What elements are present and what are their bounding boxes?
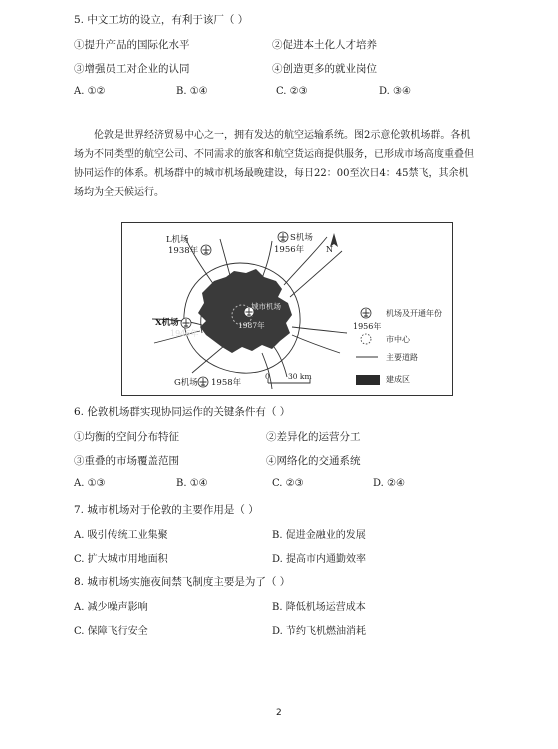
airport-X-symbol <box>181 318 191 328</box>
airport-L-label: L机场 <box>166 235 189 245</box>
airport-S-symbol <box>278 232 288 242</box>
q7-choice-b: B. 促进金融业的发展 <box>272 530 366 541</box>
q5-item-2: ②促进本土化人才培养 <box>272 39 377 51</box>
airport-X-year: 1946年 <box>170 329 199 338</box>
airport-G-year: 1958年 <box>211 378 242 388</box>
passage-line-1: 伦敦是世界经济贸易中心之一，拥有发达的航空运输系统。图2示意伦敦机场群。各机 <box>94 130 471 141</box>
passage-line-2: 场为不同类型的航空公司、不同需求的旅客和航空货运商提供服务，已形成市场高度重叠但 <box>74 149 474 160</box>
page-number: 2 <box>276 708 282 718</box>
airport-S-label: S机场 <box>290 233 313 243</box>
airport-city-label: 城市机场 <box>251 302 281 311</box>
scale-zero-label: 0 <box>265 372 270 381</box>
q5-choice-c: C. ②③ <box>276 86 308 97</box>
airport-G-symbol <box>198 377 208 387</box>
q6-item-1: ①均衡的空间分布特征 <box>74 431 179 443</box>
passage <box>74 126 486 202</box>
airport-L-symbol <box>201 245 211 255</box>
q5-choice-b: B. ①④ <box>176 86 208 97</box>
scale-end-label: 30 km <box>288 372 312 381</box>
passage-line-3: 协同运作的体系。机场群中的城市机场最晚建设，每日22：00至次日4：45禁飞，其余机 <box>74 168 469 179</box>
airport-G-label: G机场 <box>174 378 198 388</box>
q6-choice-a: A. ①③ <box>74 478 106 489</box>
legend-built-label: 建成区 <box>386 375 410 384</box>
london-airports-map <box>121 222 453 396</box>
north-label: N <box>326 245 333 254</box>
q5-item-1: ①提升产品的国际化水平 <box>74 39 190 51</box>
legend-sample-year: 1956年 <box>353 322 382 331</box>
legend-center-label: 市中心 <box>386 335 410 344</box>
q6-item-4: ④网络化的交通系统 <box>266 455 361 467</box>
q5-item-4: ④创造更多的就业岗位 <box>272 63 377 75</box>
q7-stem: 7. 城市机场对于伦敦的主要作用是（ ） <box>74 504 259 516</box>
q6-choice-b: B. ①④ <box>176 478 208 489</box>
q5-choice-d: D. ③④ <box>379 86 411 97</box>
q6-item-3: ③重叠的市场覆盖范围 <box>74 455 179 467</box>
q7-choice-a: A. 吸引传统工业集聚 <box>74 530 168 541</box>
airport-S-year: 1956年 <box>274 245 305 255</box>
q8-choice-c: C. 保障飞行安全 <box>74 626 148 637</box>
q7-choice-c: C. 扩大城市用地面积 <box>74 554 168 565</box>
q8-choice-a: A. 减少噪声影响 <box>74 602 148 613</box>
legend-built-icon <box>356 375 380 385</box>
q6-choice-c: C. ②③ <box>272 478 304 489</box>
legend-road-label: 主要道路 <box>386 353 418 362</box>
q5-choice-a: A. ①② <box>74 86 106 97</box>
q6-stem: 6. 伦敦机场群实现协同运作的关键条件有（ ） <box>74 406 291 418</box>
q8-choice-d: D. 节约飞机燃油消耗 <box>272 626 367 637</box>
q5-stem: 5. 中文工坊的设立，有利于该厂（ ） <box>74 14 249 26</box>
q7-choice-d: D. 提高市内通勤效率 <box>272 554 367 565</box>
q8-choice-b: B. 降低机场运营成本 <box>272 602 366 613</box>
q5-item-3: ③增强员工对企业的认同 <box>74 63 190 75</box>
q8-stem: 8. 城市机场实施夜间禁飞制度主要是为了（ ） <box>74 576 291 588</box>
legend-airport-icon <box>361 308 371 318</box>
passage-line-4: 场均为全天候运行。 <box>74 187 164 198</box>
legend-airport-label: 机场及开通年份 <box>386 309 442 318</box>
legend-center-icon <box>361 334 371 344</box>
airport-L-year: 1938年 <box>168 246 199 256</box>
q6-choice-d: D. ②④ <box>373 478 405 489</box>
q6-item-2: ②差异化的运营分工 <box>266 431 361 443</box>
airport-city-year: 1987年 <box>238 321 265 330</box>
airport-X-label: X机场 <box>155 318 179 328</box>
